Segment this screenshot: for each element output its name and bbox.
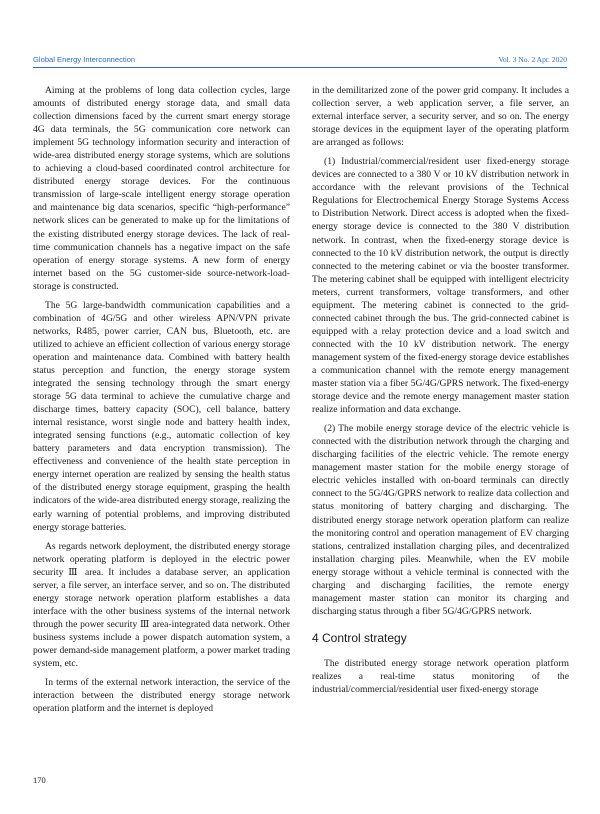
issue-info: Vol. 3 No. 2 Apr. 2020 <box>498 55 567 64</box>
running-header <box>33 55 567 68</box>
right-column <box>312 84 569 702</box>
body-paragraph: (2) The mobile energy storage device of the electric vehicle is connected with the distribution network through the charging and discharging facilities of the electric vehicle. The remote energy management master station for the mobile energy storage of electric vehicles installed with on-board terminals can directly connect to the 5G/4G/GPRS network to realize data collection and status monitoring of battery charging and discharging. The distributed energy storage network operation platform can realize the monitoring control and operation management of EV charging stations, centralized installation charging piles, and decentralized installation charging piles. Meanwhile, when the EV mobile energy storage without a vehicle terminal is connected with the charging and discharging facilities, the remote energy management master station can monitor its charging and discharging status through a fiber 5G/4G/GPRS network. <box>312 423 569 617</box>
body-paragraph: In terms of the external network interaction, the service of the interaction between the distributed energy storage network operation platform and the internet is deployed <box>33 677 290 715</box>
left-column <box>33 84 290 721</box>
body-paragraph: Aiming at the problems of long data collection cycles, large amounts of distributed energy storage data, and small data collection dimensions faced by the current smart energy storage 4G data terminals, the 5G communication core network can implement 5G technology information security and interaction of wide-area distributed energy storage systems, which are solutions to achieving a cloud-based coordinated control architecture for distributed energy storage devices. For the continuous transmission of large-scale intelligent energy storage operation and maintenance big data scenarios, specific “high-performance” network slices can be generated to make up for the limitations of the existing distributed energy storage devices. The lack of real-time communication channels has a negative impact on the safe operation of energy storage systems. A new form of energy internet based on the 5G customer-side source-network-load-storage is constructed. <box>33 85 290 292</box>
body-paragraph: The 5G large-bandwidth communication capabilities and a combination of 4G/5G and other wireless APN/VPN private networks, R485, power carrier, CAN bus, Bluetooth, etc. are utilized to achieve an efficient collection of various energy storage operation and maintenance data. Combined with battery health status perception and function, the energy storage system integrated the sensing technology through the smart energy storage 5G data terminal to achieve the cumulative charge and discharge times, battery capacity (SOC), cell balance, battery internal resistance, worst single node and battery health index, integrated sensing functions (e.g., automatic collection of key battery parameters and data encryption transmission). The effectiveness and convenience of the health state perception in energy internet operation are realized by sensing the health status of the distributed energy storage equipment, grasping the health indicators of the wide-area distributed energy storage, realizing the early warning of potential problems, and improving distributed energy storage batteries. <box>33 299 290 533</box>
body-paragraph: As regards network deployment, the distributed energy storage network operating platform is deployed in the electric power security Ⅲ area. It includes a database server, an application server, a file server, an interface server, and so on. The distributed energy storage network operation platform establishes a data interface with the other business systems of the internal network through the power security Ⅲ area-integrated data network. Other business systems include a power dispatch automation system, a power demand-side management platform, a power market trading system, etc. <box>33 540 290 670</box>
body-paragraph-continued: in the demilitarized zone of the power grid company. It includes a collection server, a web application server, a file server, an external interface server, a security server, and so on. The energy storage devices in the equipment layer of the operating platform are arranged as follows: <box>312 85 569 149</box>
section-heading: 4 Control strategy <box>312 630 407 645</box>
body-paragraph: (1) Industrial/commercial/resident user fixed-energy storage devices are connected to a 380 V or 10 kV distribution network in accordance with the relevant provisions of the Technical Regulations for Electrochemical Energy Storage Systems Access to Distribution Network. Direct access is adopted when the fixed-energy storage device is connected to the 380 V distribution network. In contrast, when the fixed-energy storage device is connected to the 10 kV distribution network, the output is directly connected to the metering cabinet or via the booster transformer. The metering cabinet shall be equipped with intelligent electricity meters, current transformers, voltage transformers, and other equipment. The metering cabinet is connected to the grid-connected cabinet through the bus. The grid-connected cabinet is equipped with a relay protection device and a load switch and connected with the 10 kV distribution network. The energy management system of the fixed-energy storage device establishes a communication channel with the remote energy management master station via a fiber 5G/4G/GPRS network. The fixed-energy storage device and the remote energy management master station realize information and data exchange. <box>312 156 569 416</box>
body-paragraph: The distributed energy storage network operation platform realizes a real-time status monitoring of the industrial/commercial/residential user fixed-energy storage <box>312 657 569 696</box>
page-number: 170 <box>33 775 46 785</box>
journal-name: Global Energy Interconnection <box>33 55 136 64</box>
